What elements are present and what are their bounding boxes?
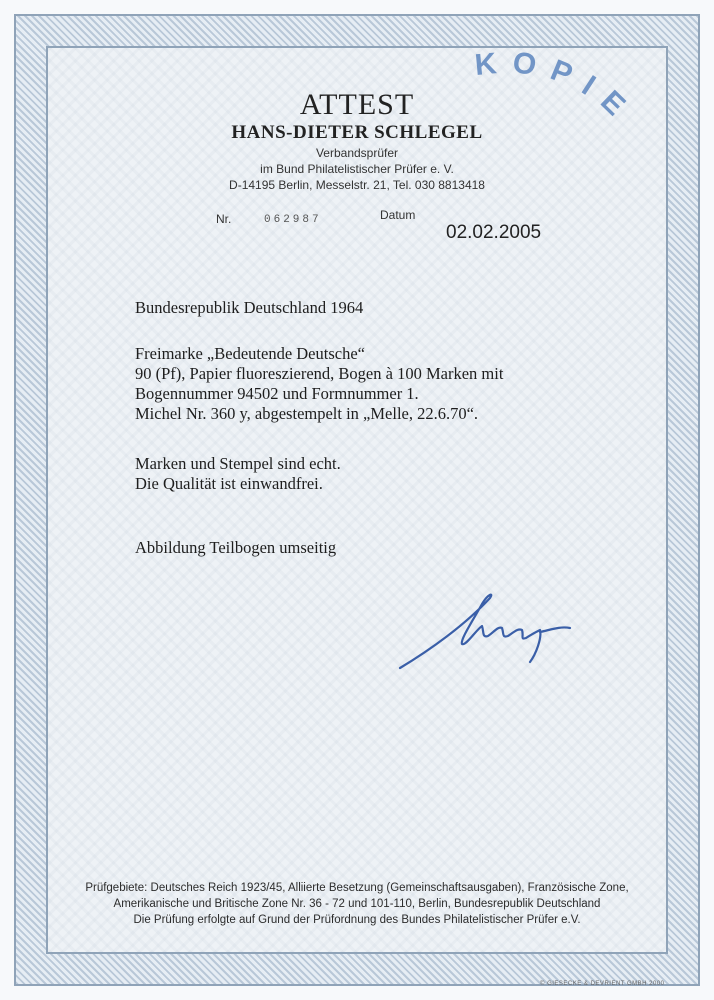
nr-value: 062987 <box>264 214 322 226</box>
examiner-address: D-14195 Berlin, Messelstr. 21, Tel. 030 8813418 <box>229 178 485 192</box>
datum-value: 02.02.2005 <box>446 222 542 243</box>
body-illustration-note: Abbildung Teilbogen umseitig <box>135 538 337 557</box>
printer-imprint: © GIESECKE & DEVRIENT GMBH 2000 <box>540 981 665 987</box>
footer-examination-areas: Prüfgebiete: Deutsches Reich 1923/45, Alliierte Besetzung (Gemeinschaftsausgaben), Französische Zone, <box>85 882 629 894</box>
body-stamp-issue: Freimarke „Bedeutende Deutsche“ <box>135 344 365 363</box>
body-sheet-numbers: Bogennummer 94502 und Formnummer 1. <box>135 384 419 403</box>
body-authenticity: Marken und Stempel sind echt. <box>135 454 341 473</box>
examiner-signature <box>390 580 590 680</box>
examiner-name: HANS-DIETER SCHLEGEL <box>231 122 483 143</box>
kopie-stamp <box>456 46 676 216</box>
body-michel-number: Michel Nr. 360 y, abgestempelt in „Melle, 22.6.70“. <box>135 404 479 423</box>
footer-examination-areas-cont: Amerikanische und Britische Zone Nr. 36 - 72 und 101-110, Berlin, Bundesrepublik Deutschland <box>113 898 601 910</box>
datum-label: Datum <box>380 208 416 222</box>
examiner-association: im Bund Philatelistischer Prüfer e. V. <box>260 162 454 176</box>
footer-regulation-note: Die Prüfung erfolgte auf Grund der Prüfordnung des Bundes Philatelistischer Prüfer e.V. <box>133 914 581 926</box>
body-stamp-details: 90 (Pf), Papier fluoreszierend, Bogen à 100 Marken mit <box>135 364 504 383</box>
document-title: ATTEST <box>299 88 415 121</box>
nr-label: Nr. <box>216 212 232 226</box>
examiner-role: Verbandsprüfer <box>315 146 399 160</box>
body-country-year: Bundesrepublik Deutschland 1964 <box>135 298 364 317</box>
body-quality: Die Qualität ist einwandfrei. <box>135 474 323 493</box>
kopie-stamp-text: KOPIE <box>473 46 642 132</box>
